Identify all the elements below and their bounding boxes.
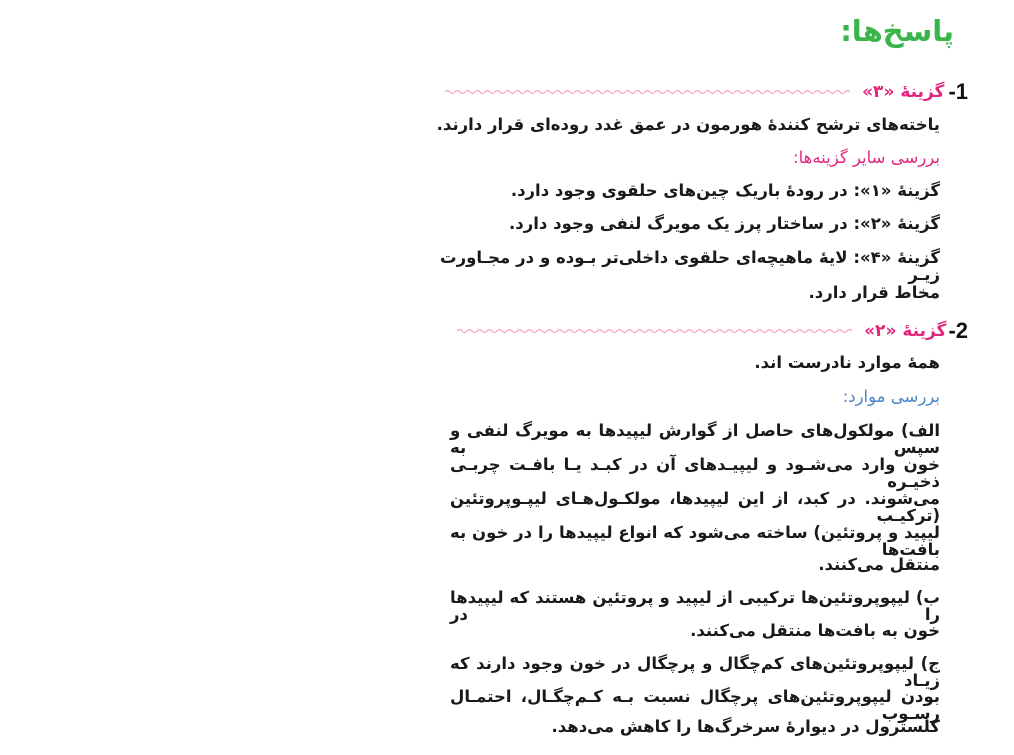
- answer-2-line-6: لیپید و پروتئین) ساخته می‌شود که انواع لیپیدها را در خون به بافت‌ها: [450, 523, 940, 559]
- answer-1-line-5: گزینهٔ «۴»: لایهٔ ماهیچه‌ای حلقوی داخلی‌تر بـوده و در مجـاورت زیـر: [440, 248, 940, 284]
- answer-2-line-11: بودن لیپوپروتئین‌های پرچگال نسبت بـه کـم‌چگـال، احتمـال رسـوب: [450, 687, 940, 723]
- answer-2-line-7: منتقل می‌کنند.: [818, 555, 940, 574]
- answer-2-option-label: گزینهٔ «۲»: [864, 321, 947, 341]
- answer-2-number: -2: [948, 318, 968, 343]
- answer-1-line-1: یاخته‌های ترشح کنندهٔ هورمون در عمق غدد روده‌ای قرار دارند.: [436, 115, 940, 134]
- answer-1-section-heading: بررسی سایر گزینه‌ها:: [793, 148, 940, 167]
- answer-1-divider: [445, 87, 850, 97]
- answer-2-line-8: ب) لیپوپروتئین‌ها ترکیبی از لیپید و پروتئین هستند که لیپیدها را در: [450, 588, 940, 624]
- answer-2-line-1: همهٔ موارد نادرست اند.: [754, 353, 940, 372]
- answer-1-line-3: گزینهٔ «۱»: در رودهٔ باریک چین‌های حلقوی وجود دارد.: [510, 181, 940, 200]
- answer-1-header: [445, 79, 968, 105]
- answer-2-line-10: ج) لیپوپروتئین‌های کم‌چگال و پرچگال در خون وجود دارند که زیـاد: [450, 654, 940, 690]
- answer-2-line-9: خون به بافت‌ها منتقل می‌کنند.: [690, 621, 940, 640]
- answer-2-line-3: الف) مولکول‌های حاصل از گوارش لیپیدها به مویرگ لنفی و سپس به: [450, 421, 940, 457]
- answer-1-line-6: مخاط قرار دارد.: [808, 283, 940, 302]
- answer-2-line-4: خون وارد می‌شـود و لیپیـدهای آن در کبـد یـا بافـت چربـی ذخیـره: [450, 455, 940, 491]
- answer-1-option-label: گزینهٔ «۳»: [862, 82, 945, 102]
- answer-2-header: [457, 318, 968, 344]
- answer-1-number: -1: [948, 79, 968, 104]
- answer-2-line-12: کلسترول در دیوارهٔ سرخرگ‌ها را کاهش می‌دهد.: [551, 717, 940, 736]
- page-title: پاسخ‌ها:: [840, 14, 954, 48]
- answer-2-section-heading: بررسی موارد:: [842, 387, 940, 406]
- answer-2-line-5: می‌شوند. در کبد، از این لیپیدها، مولکـول‌هـای لیپـوپروتئین (ترکیـب: [450, 489, 940, 525]
- answer-1-line-4: گزینهٔ «۲»: در ساختار پرز یک مویرگ لنفی وجود دارد.: [509, 214, 940, 233]
- answer-2-divider: [457, 326, 852, 336]
